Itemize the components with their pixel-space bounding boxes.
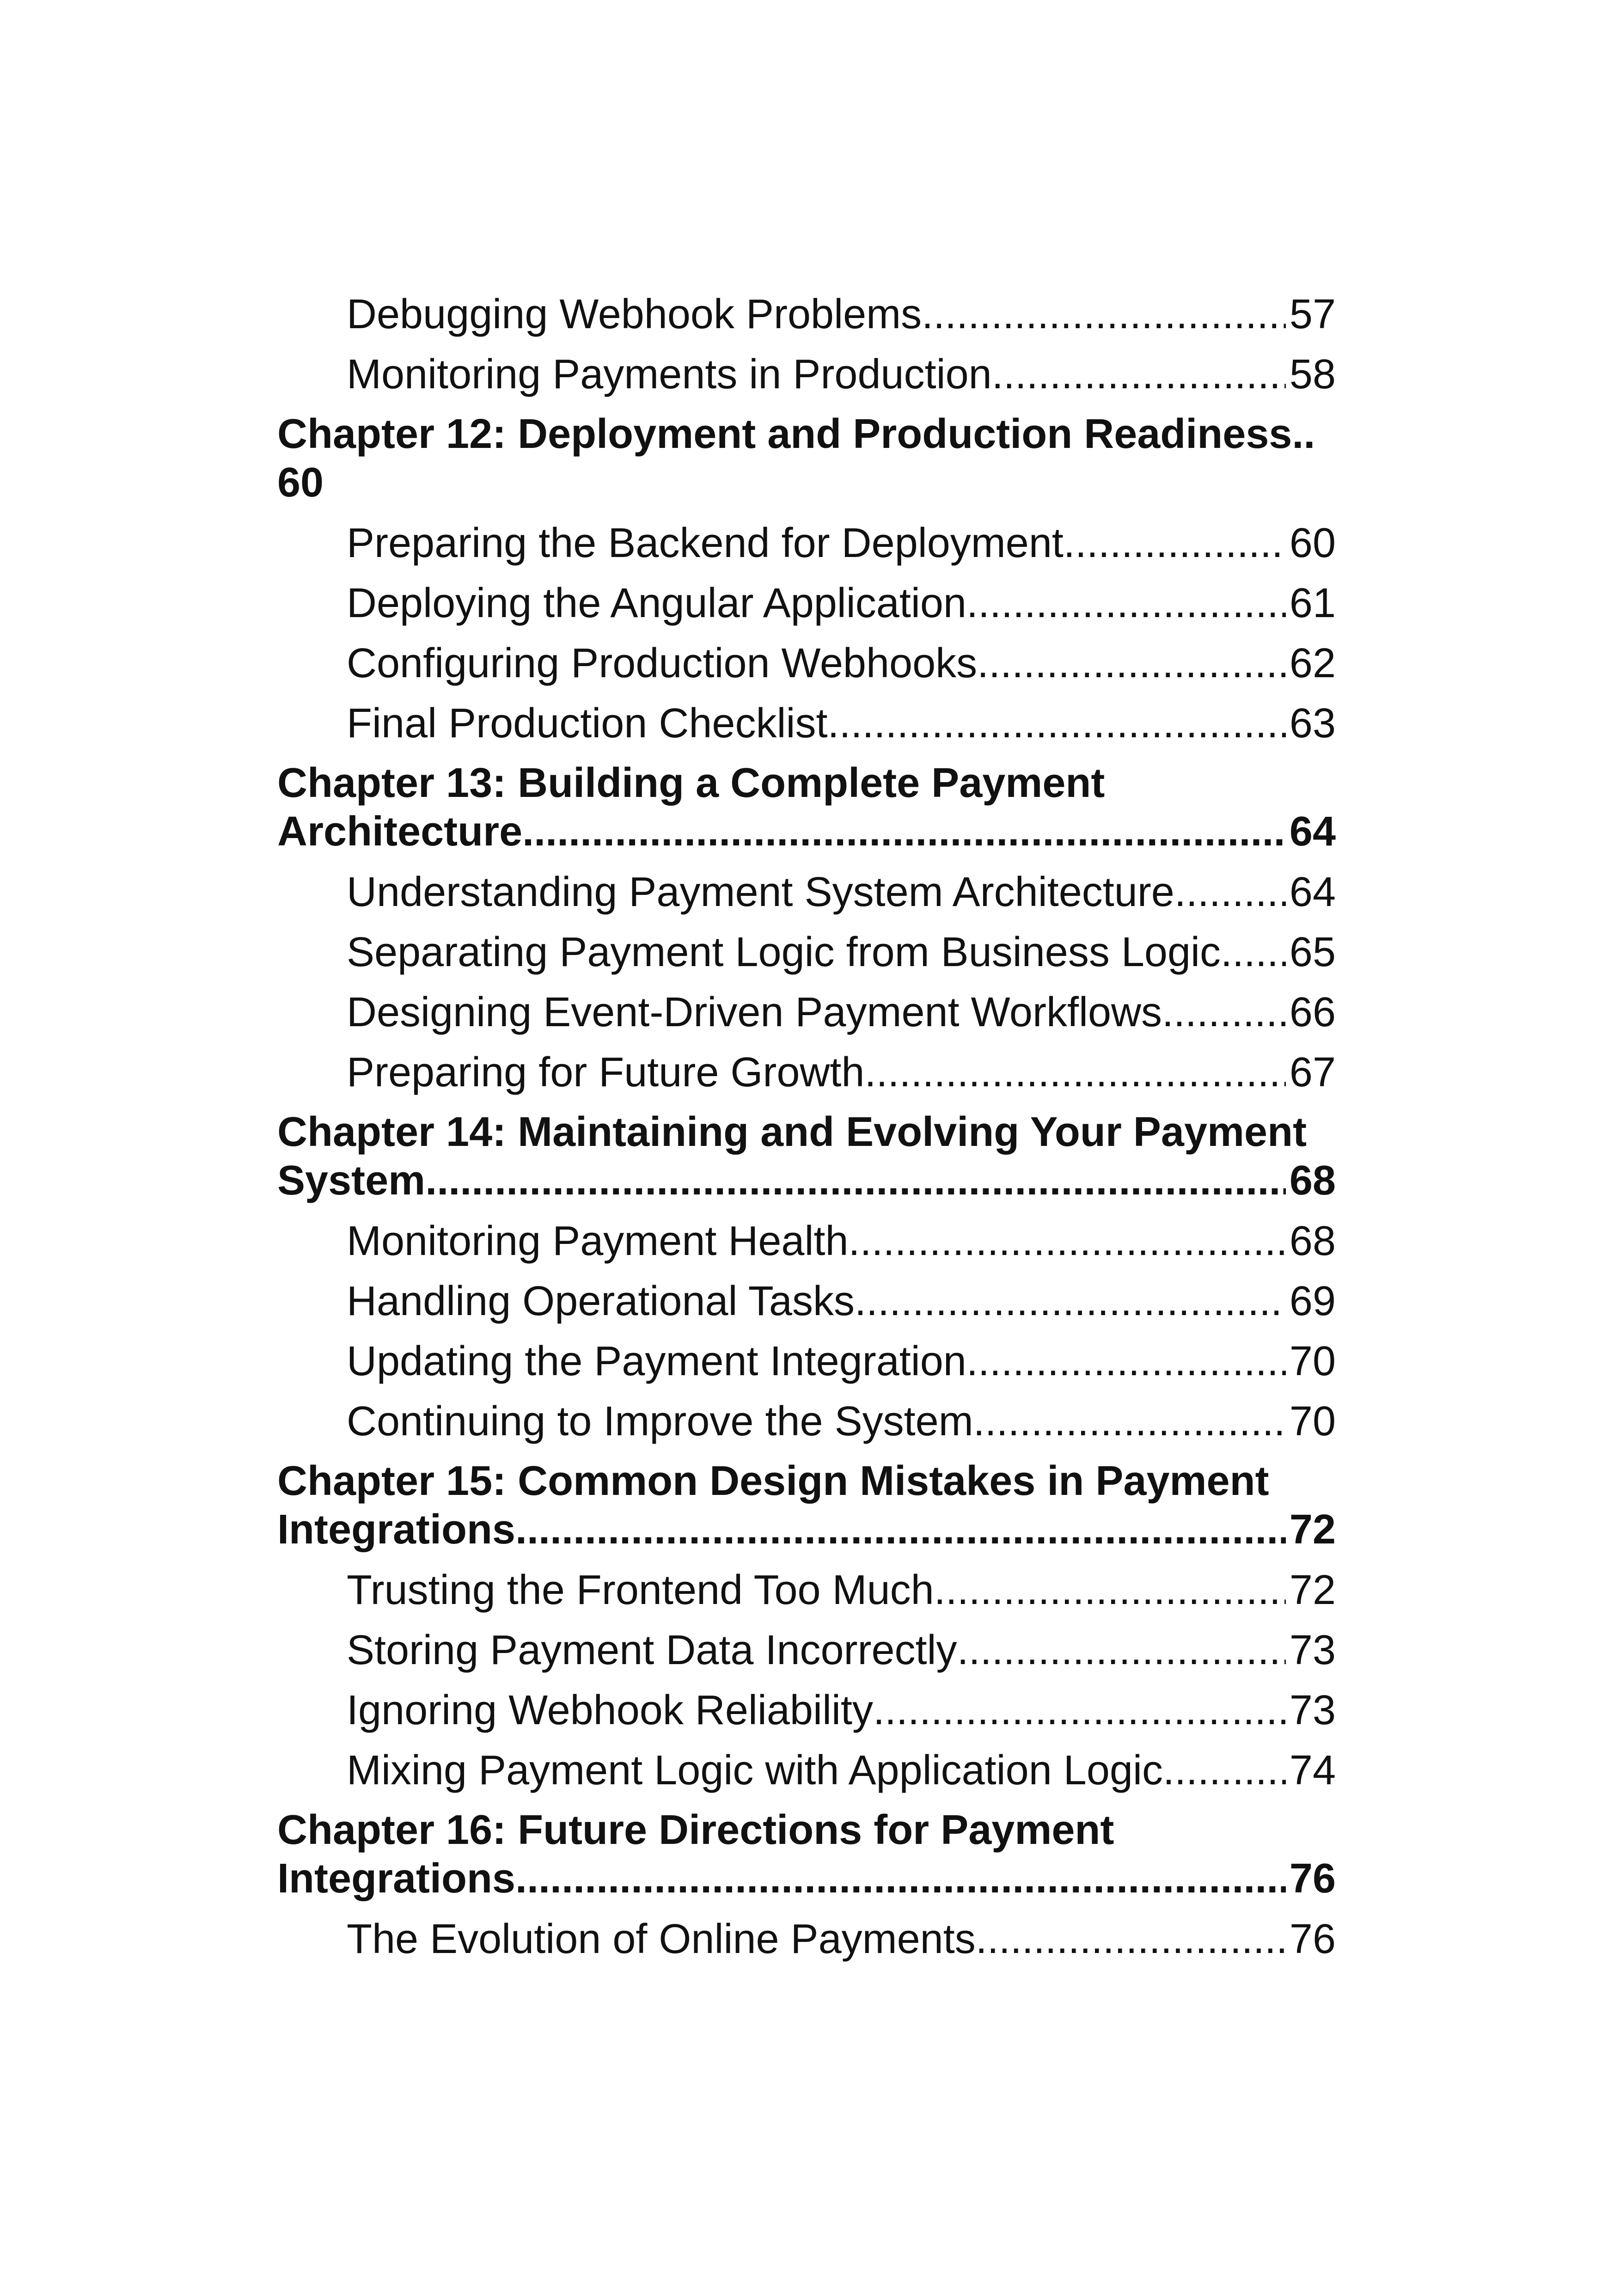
toc-entry-page: 60 xyxy=(1289,520,1336,566)
toc-entry-title: Handling Operational Tasks xyxy=(347,1278,855,1324)
toc-entry-monitoring-payments-in-production[interactable] xyxy=(277,344,1336,404)
toc-chapter-13[interactable] xyxy=(277,753,1336,862)
toc-chapter-page: 64 xyxy=(1289,808,1336,855)
toc-entry-title: Mixing Payment Logic with Application Logic xyxy=(347,1747,1163,1794)
toc-entry-ignoring-reliability[interactable] xyxy=(277,1680,1336,1740)
toc-entry-mixing-logic[interactable] xyxy=(277,1740,1336,1800)
dot-leader xyxy=(966,1331,1286,1391)
dot-leader xyxy=(966,573,1286,633)
toc-entry-preparing-backend[interactable] xyxy=(277,513,1336,573)
toc-entry-page: 73 xyxy=(1289,1687,1336,1733)
toc-entry-title: Debugging Webhook Problems xyxy=(347,291,922,337)
dot-leader xyxy=(934,1560,1286,1620)
toc-entry-title: Understanding Payment System Architecture xyxy=(347,869,1174,915)
toc-entry-trusting-frontend[interactable] xyxy=(277,1560,1336,1620)
toc-entry-storing-data[interactable] xyxy=(277,1620,1336,1680)
toc-entry-page: 63 xyxy=(1289,700,1336,747)
toc-entry-debugging-webhook-problems[interactable] xyxy=(277,284,1336,344)
toc-entry-deploying-angular[interactable] xyxy=(277,573,1336,633)
toc-chapter-12[interactable] xyxy=(277,404,1336,513)
toc-entry-title: Monitoring Payment Health xyxy=(347,1218,849,1264)
toc-entry-title: Deploying the Angular Application xyxy=(347,580,966,626)
dot-leader xyxy=(1064,513,1286,573)
dot-leader xyxy=(1162,982,1286,1042)
toc-chapter-title-cont: Integrations xyxy=(277,1506,516,1553)
toc-chapter-title: Chapter 15: Common Design Mistakes in Payment xyxy=(277,1458,1269,1504)
dot-leader xyxy=(1221,922,1286,982)
dot-leader xyxy=(864,1042,1285,1102)
toc-chapter-page: 76 xyxy=(1289,1855,1336,1902)
toc-entry-page: 62 xyxy=(1289,640,1336,686)
toc-entry-page: 70 xyxy=(1289,1338,1336,1384)
toc-entry-title: Trusting the Frontend Too Much xyxy=(347,1567,934,1613)
toc-entry-title: Preparing the Backend for Deployment xyxy=(347,520,1064,566)
toc-entry-updating-integration[interactable] xyxy=(277,1331,1336,1391)
toc-entry-page: 68 xyxy=(1289,1218,1336,1264)
dot-leader xyxy=(873,1680,1286,1740)
toc-entry-title: Updating the Payment Integration xyxy=(347,1338,966,1384)
toc-chapter-page: 68 xyxy=(1289,1157,1336,1204)
toc-entry-evolution-online-payments[interactable] xyxy=(277,1909,1336,1969)
dot-leader xyxy=(522,808,1286,856)
dot-leader xyxy=(515,1506,1286,1554)
toc-entry-title: Storing Payment Data Incorrectly xyxy=(347,1627,957,1673)
toc-entry-title: Configuring Production Webhooks xyxy=(347,640,978,686)
dot-leader xyxy=(515,1855,1286,1903)
toc-entry-page: 70 xyxy=(1289,1398,1336,1445)
toc-chapter-14[interactable] xyxy=(277,1102,1336,1211)
toc-entry-title: The Evolution of Online Payments xyxy=(347,1916,976,1962)
toc-entry-title: Ignoring Webhook Reliability xyxy=(347,1687,873,1733)
toc-entry-final-checklist[interactable] xyxy=(277,693,1336,753)
toc-chapter-title-cont: Architecture xyxy=(277,808,523,855)
toc-entry-understanding-architecture[interactable] xyxy=(277,862,1336,922)
toc-chapter-15[interactable] xyxy=(277,1451,1336,1560)
toc-entry-title: Preparing for Future Growth xyxy=(347,1049,865,1096)
toc-chapter-title: Chapter 13: Building a Complete Payment xyxy=(277,760,1105,806)
toc-entry-title: Separating Payment Logic from Business Logic xyxy=(347,929,1221,975)
dot-leader xyxy=(1163,1740,1286,1800)
toc-entry-page: 67 xyxy=(1289,1049,1336,1096)
toc-entry-page: 58 xyxy=(1289,351,1336,398)
toc-entry-page: 74 xyxy=(1289,1747,1336,1794)
dot-leader xyxy=(957,1620,1286,1680)
toc-entry-page: 72 xyxy=(1289,1567,1336,1613)
toc-entry-page: 66 xyxy=(1289,989,1336,1035)
dot-leader xyxy=(425,1157,1286,1205)
table-of-contents xyxy=(277,284,1336,1969)
toc-entry-event-driven-workflows[interactable] xyxy=(277,982,1336,1042)
toc-chapter-title: Chapter 16: Future Directions for Payment xyxy=(277,1807,1114,1853)
toc-chapter-page: 72 xyxy=(1289,1506,1336,1553)
dot-leader xyxy=(992,344,1286,404)
dot-leader xyxy=(1174,862,1286,922)
toc-entry-separating-logic[interactable] xyxy=(277,922,1336,982)
toc-entry-page: 69 xyxy=(1289,1278,1336,1324)
dot-leader xyxy=(827,693,1285,753)
toc-entry-configuring-webhooks[interactable] xyxy=(277,633,1336,693)
toc-chapter-title-cont: Integrations xyxy=(277,1855,516,1902)
toc-entry-title: Continuing to Improve the System xyxy=(347,1398,973,1445)
toc-chapter-title: Chapter 12: Deployment and Production Readiness.. xyxy=(277,411,1315,457)
toc-entry-monitoring-health[interactable] xyxy=(277,1211,1336,1271)
toc-entry-title: Final Production Checklist xyxy=(347,700,828,747)
toc-chapter-page: 60 xyxy=(277,459,324,506)
toc-entry-page: 61 xyxy=(1289,580,1336,626)
toc-entry-future-growth[interactable] xyxy=(277,1042,1336,1102)
toc-entry-continuing-improve[interactable] xyxy=(277,1391,1336,1451)
dot-leader xyxy=(849,1211,1286,1271)
toc-entry-page: 73 xyxy=(1289,1627,1336,1673)
toc-entry-page: 64 xyxy=(1289,869,1336,915)
dot-leader xyxy=(977,633,1286,693)
dot-leader xyxy=(922,284,1286,344)
toc-entry-page: 65 xyxy=(1289,929,1336,975)
dot-leader xyxy=(855,1271,1286,1331)
toc-chapter-title: Chapter 14: Maintaining and Evolving Your Payment xyxy=(277,1109,1307,1155)
toc-entry-page: 57 xyxy=(1289,291,1336,337)
dot-leader xyxy=(976,1909,1286,1969)
toc-chapter-title-cont: System xyxy=(277,1157,426,1204)
toc-entry-title: Designing Event-Driven Payment Workflows xyxy=(347,989,1162,1035)
toc-entry-page: 76 xyxy=(1289,1916,1336,1962)
toc-entry-operational-tasks[interactable] xyxy=(277,1271,1336,1331)
dot-leader xyxy=(973,1391,1286,1451)
toc-entry-title: Monitoring Payments in Production xyxy=(347,351,992,398)
toc-chapter-16[interactable] xyxy=(277,1800,1336,1909)
